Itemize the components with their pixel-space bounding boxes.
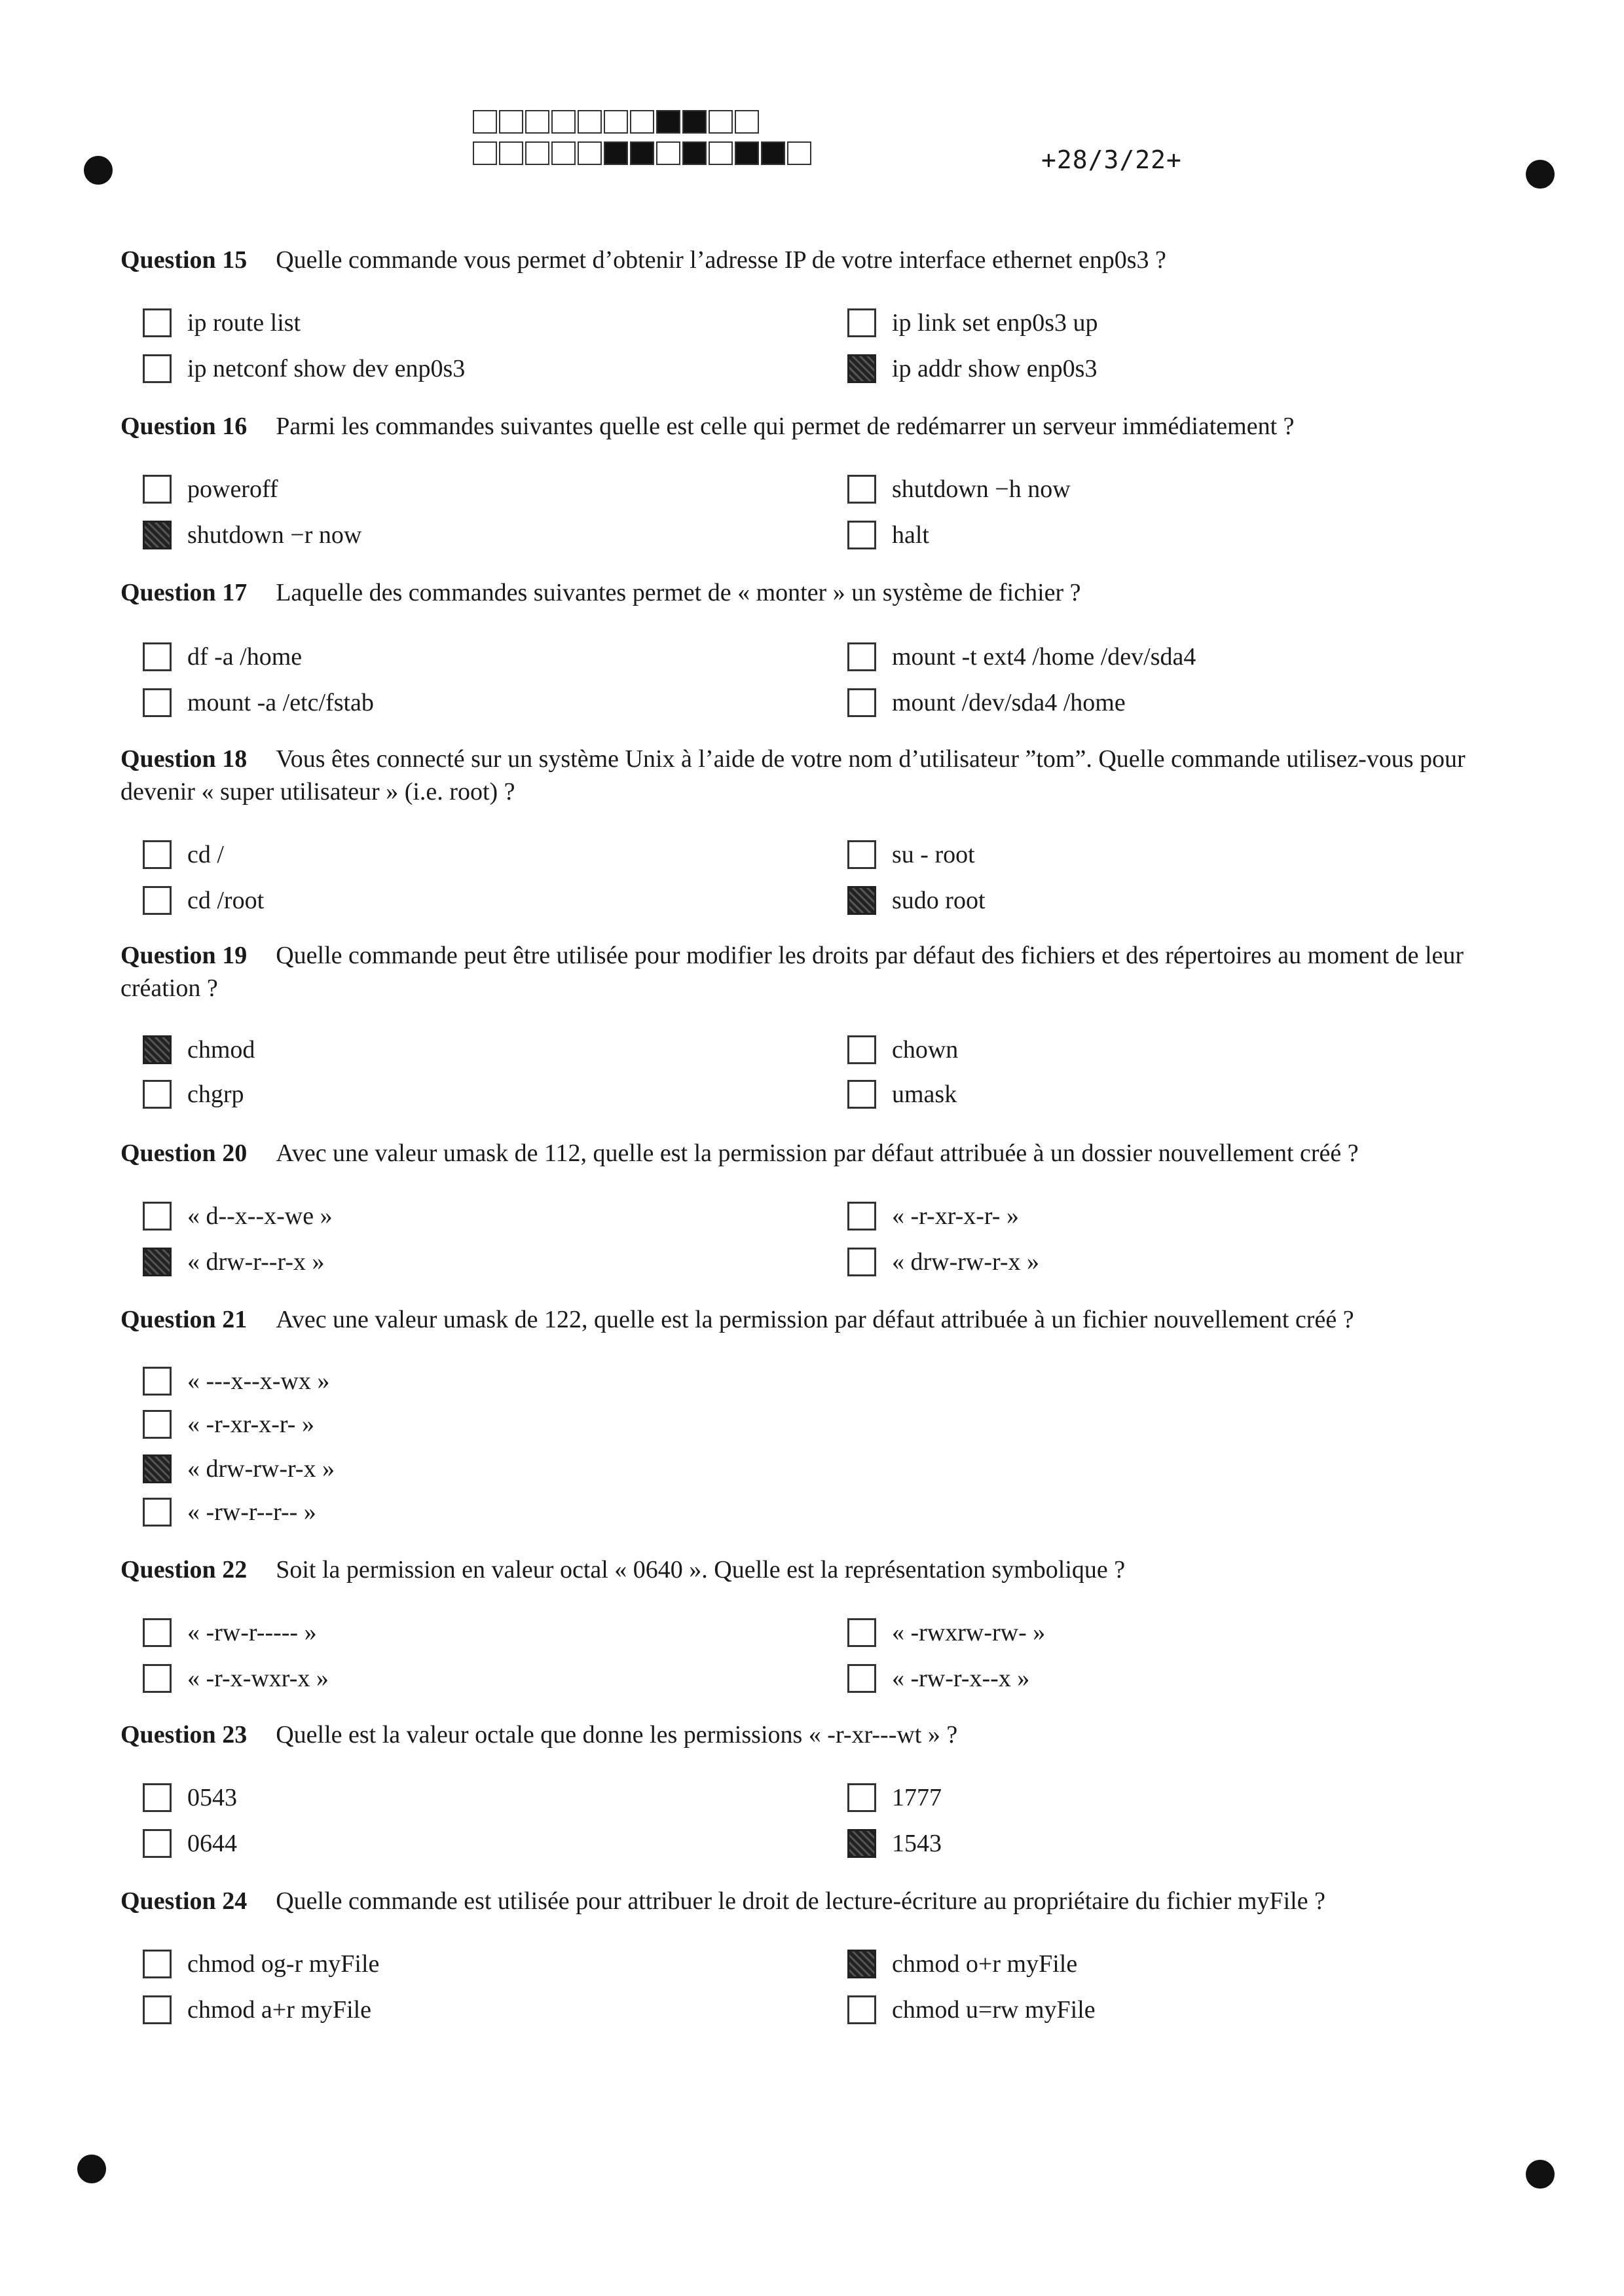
answer-option-label: ip link set enp0s3 up bbox=[892, 309, 1098, 337]
answer-option-label: « d--x--x-we » bbox=[187, 1202, 333, 1230]
answer-option[interactable] bbox=[847, 474, 1071, 504]
question-text: Parmi les commandes suivantes quelle est celle qui permet de redémarrer un serveur immédiatement ? bbox=[276, 413, 1295, 440]
id-grid-cell[interactable] bbox=[630, 110, 654, 134]
checkbox-unchecked[interactable] bbox=[143, 1367, 172, 1396]
answer-option[interactable] bbox=[143, 354, 465, 384]
question-label: Question 16 bbox=[120, 413, 248, 440]
answer-option[interactable] bbox=[143, 688, 374, 718]
answer-option[interactable] bbox=[847, 1828, 942, 1859]
id-grid-cell[interactable] bbox=[578, 141, 602, 165]
answer-option[interactable] bbox=[143, 1783, 237, 1813]
checkbox-checked[interactable] bbox=[143, 1248, 172, 1276]
checkbox-unchecked[interactable] bbox=[143, 1783, 172, 1812]
checkbox-unchecked[interactable] bbox=[143, 1080, 172, 1109]
checkbox-unchecked[interactable] bbox=[143, 1829, 172, 1858]
id-grid-cell[interactable] bbox=[761, 141, 785, 165]
answer-option[interactable] bbox=[847, 840, 975, 870]
question-text: Vous êtes connecté sur un système Unix à l’aide de votre nom d’utilisateur ”tom”. Quelle commande utilisez-vous pour devenir « super utilisateur » (i.e. root) ? bbox=[120, 745, 1466, 805]
answer-option[interactable] bbox=[143, 1366, 329, 1396]
answer-option-label: mount -a /etc/fstab bbox=[187, 689, 374, 716]
checkbox-checked[interactable] bbox=[847, 1829, 876, 1858]
answer-option-label: su - root bbox=[892, 841, 975, 868]
answer-option-label: halt bbox=[892, 521, 929, 549]
question-text: Quelle commande est utilisée pour attribuer le droit de lecture-écriture au propriétaire du fichier myFile ? bbox=[276, 1887, 1325, 1915]
registration-mark-bottom-right bbox=[1526, 2160, 1555, 2189]
answer-option-label: ip addr show enp0s3 bbox=[892, 355, 1098, 382]
checkbox-unchecked[interactable] bbox=[143, 1664, 172, 1693]
checkbox-checked[interactable] bbox=[847, 886, 876, 915]
checkbox-unchecked[interactable] bbox=[847, 1995, 876, 2024]
answer-option-label: cd / bbox=[187, 841, 224, 868]
id-grid-cell[interactable] bbox=[499, 141, 523, 165]
question-label: Question 19 bbox=[120, 942, 248, 969]
answer-option-label: « -r-x-wxr-x » bbox=[187, 1665, 329, 1692]
question-text: Avec une valeur umask de 122, quelle est la permission par défaut attribuée à un fichier nouvellement créé ? bbox=[276, 1306, 1354, 1333]
question-22 bbox=[120, 1553, 1535, 1586]
question-23 bbox=[120, 1718, 1535, 1751]
answer-option-label: 1543 bbox=[892, 1830, 942, 1857]
question-text: Quelle commande vous permet d’obtenir l’adresse IP de votre interface ethernet enp0s3 ? bbox=[276, 246, 1166, 274]
answer-option-label: mount /dev/sda4 /home bbox=[892, 689, 1126, 716]
student-id-grid-row-1 bbox=[473, 110, 761, 134]
question-label: Question 23 bbox=[120, 1721, 248, 1749]
answer-option-label: chmod u=rw myFile bbox=[892, 1996, 1096, 2024]
checkbox-unchecked[interactable] bbox=[143, 308, 172, 337]
answer-option-label: « drw-rw-r-x » bbox=[892, 1248, 1040, 1276]
id-grid-cell[interactable] bbox=[735, 141, 759, 165]
checkbox-unchecked[interactable] bbox=[143, 1995, 172, 2024]
checkbox-unchecked[interactable] bbox=[143, 354, 172, 383]
answer-option[interactable] bbox=[143, 520, 361, 550]
registration-mark-bottom-left bbox=[77, 2155, 106, 2183]
answer-option-label: « -rw-r--r-- » bbox=[187, 1498, 316, 1526]
answer-option-label: shutdown −h now bbox=[892, 475, 1071, 503]
checkbox-unchecked[interactable] bbox=[847, 1080, 876, 1109]
answer-option[interactable] bbox=[143, 642, 302, 672]
answer-option[interactable] bbox=[847, 642, 1196, 672]
answer-option-label: « -rw-r-x--x » bbox=[892, 1665, 1030, 1692]
question-text: Quelle commande peut être utilisée pour modifier les droits par défaut des fichiers et des répertoires au moment de leur création ? bbox=[120, 942, 1464, 1002]
question-15 bbox=[120, 244, 1535, 276]
question-16 bbox=[120, 410, 1535, 443]
answer-option[interactable] bbox=[847, 308, 1098, 338]
answer-option[interactable] bbox=[847, 1783, 942, 1813]
id-grid-cell[interactable] bbox=[656, 110, 680, 134]
answer-option[interactable] bbox=[847, 1035, 958, 1065]
checkbox-unchecked[interactable] bbox=[143, 1202, 172, 1231]
question-label: Question 20 bbox=[120, 1139, 248, 1167]
answer-option[interactable] bbox=[143, 1454, 335, 1484]
checkbox-unchecked[interactable] bbox=[847, 1664, 876, 1693]
answer-option[interactable] bbox=[143, 308, 301, 338]
checkbox-unchecked[interactable] bbox=[847, 308, 876, 337]
answer-option-label: shutdown −r now bbox=[187, 521, 362, 549]
checkbox-unchecked[interactable] bbox=[847, 1202, 876, 1231]
question-17 bbox=[120, 576, 1535, 609]
checkbox-unchecked[interactable] bbox=[847, 475, 876, 504]
checkbox-unchecked[interactable] bbox=[847, 1035, 876, 1064]
id-grid-cell[interactable] bbox=[735, 110, 759, 134]
question-label: Question 22 bbox=[120, 1556, 248, 1583]
question-19 bbox=[120, 939, 1535, 1005]
id-grid-cell[interactable] bbox=[473, 141, 497, 165]
answer-option[interactable] bbox=[143, 885, 264, 916]
answer-option-label: « -rw-r----- » bbox=[187, 1619, 317, 1646]
id-grid-cell[interactable] bbox=[525, 110, 549, 134]
answer-option-label: sudo root bbox=[892, 887, 986, 914]
checkbox-checked[interactable] bbox=[143, 1454, 172, 1483]
id-grid-cell[interactable] bbox=[604, 110, 628, 134]
page-code: +28/3/22+ bbox=[1041, 145, 1182, 174]
answer-option-label: « -r-xr-x-r- » bbox=[187, 1411, 314, 1438]
answer-option[interactable] bbox=[847, 885, 986, 916]
checkbox-checked[interactable] bbox=[847, 1950, 876, 1978]
checkbox-unchecked[interactable] bbox=[143, 688, 172, 717]
registration-mark-top-left bbox=[84, 156, 113, 185]
checkbox-unchecked[interactable] bbox=[847, 642, 876, 671]
answer-option[interactable] bbox=[847, 520, 929, 550]
id-grid-cell[interactable] bbox=[630, 141, 654, 165]
answer-option[interactable] bbox=[847, 1201, 1019, 1231]
id-grid-cell[interactable] bbox=[604, 141, 628, 165]
answer-option-label: umask bbox=[892, 1081, 957, 1108]
answer-option-label: « -rwxrw-rw- » bbox=[892, 1619, 1046, 1646]
answer-option[interactable] bbox=[143, 1201, 333, 1231]
registration-mark-top-right bbox=[1526, 160, 1555, 189]
answer-option[interactable] bbox=[847, 1618, 1045, 1648]
id-grid-cell[interactable] bbox=[551, 110, 576, 134]
answer-option[interactable] bbox=[143, 1409, 314, 1439]
answer-option-label: « -r-xr-x-r- » bbox=[892, 1202, 1019, 1230]
answer-option[interactable] bbox=[847, 1995, 1096, 2025]
checkbox-unchecked[interactable] bbox=[143, 1410, 172, 1439]
checkbox-unchecked[interactable] bbox=[143, 886, 172, 915]
id-grid-cell[interactable] bbox=[682, 141, 707, 165]
question-24 bbox=[120, 1885, 1535, 1917]
answer-option-label: mount -t ext4 /home /dev/sda4 bbox=[892, 643, 1196, 671]
question-text: Quelle est la valeur octale que donne les permissions « -r-xr---wt » ? bbox=[276, 1721, 958, 1749]
answer-option-label: ip netconf show dev enp0s3 bbox=[187, 355, 466, 382]
student-id-grid-row-2 bbox=[473, 141, 813, 165]
answer-option[interactable] bbox=[143, 1035, 255, 1065]
answer-option[interactable] bbox=[847, 1663, 1029, 1694]
answer-option-label: 1777 bbox=[892, 1784, 942, 1811]
question-label: Question 21 bbox=[120, 1306, 248, 1333]
id-grid-cell[interactable] bbox=[787, 141, 811, 165]
answer-option-label: poweroff bbox=[187, 475, 278, 503]
answer-option[interactable] bbox=[143, 1828, 237, 1859]
checkbox-unchecked[interactable] bbox=[143, 642, 172, 671]
answer-option-label: 0543 bbox=[187, 1784, 237, 1811]
question-20 bbox=[120, 1137, 1535, 1170]
checkbox-unchecked[interactable] bbox=[847, 688, 876, 717]
checkbox-unchecked[interactable] bbox=[847, 840, 876, 869]
checkbox-unchecked[interactable] bbox=[143, 1498, 172, 1527]
answer-option-label: chmod bbox=[187, 1036, 255, 1064]
id-grid-cell[interactable] bbox=[656, 141, 680, 165]
checkbox-checked[interactable] bbox=[847, 354, 876, 383]
answer-option-label: chmod a+r myFile bbox=[187, 1996, 372, 2024]
answer-option-label: cd /root bbox=[187, 887, 265, 914]
answer-option-label: chown bbox=[892, 1036, 959, 1064]
id-grid-cell[interactable] bbox=[578, 110, 602, 134]
answer-option-label: « drw-rw-r-x » bbox=[187, 1455, 335, 1483]
answer-option[interactable] bbox=[143, 1618, 317, 1648]
checkbox-unchecked[interactable] bbox=[143, 1950, 172, 1978]
answer-option-label: chmod o+r myFile bbox=[892, 1950, 1078, 1978]
answer-option[interactable] bbox=[143, 1995, 371, 2025]
answer-option[interactable] bbox=[847, 354, 1097, 384]
answer-option[interactable] bbox=[847, 1949, 1077, 1979]
checkbox-checked[interactable] bbox=[143, 1035, 172, 1064]
answer-option-label: « drw-r--r-x » bbox=[187, 1248, 325, 1276]
answer-option[interactable] bbox=[847, 1247, 1039, 1277]
answer-option-label: df -a /home bbox=[187, 643, 303, 671]
checkbox-unchecked[interactable] bbox=[847, 521, 876, 549]
question-label: Question 15 bbox=[120, 246, 248, 274]
question-label: Question 24 bbox=[120, 1887, 248, 1915]
answer-option[interactable] bbox=[847, 688, 1126, 718]
id-grid-cell[interactable] bbox=[525, 141, 549, 165]
answer-option[interactable] bbox=[143, 1663, 329, 1694]
checkbox-checked[interactable] bbox=[143, 521, 172, 549]
id-grid-cell[interactable] bbox=[682, 110, 707, 134]
answer-option[interactable] bbox=[143, 1497, 316, 1527]
answer-option[interactable] bbox=[847, 1079, 957, 1109]
question-label: Question 18 bbox=[120, 745, 248, 773]
answer-option[interactable] bbox=[143, 474, 278, 504]
id-grid-cell[interactable] bbox=[551, 141, 576, 165]
question-21 bbox=[120, 1303, 1535, 1336]
question-18 bbox=[120, 743, 1535, 808]
question-text: Soit la permission en valeur octal « 0640 ». Quelle est la représentation symbolique ? bbox=[276, 1556, 1126, 1583]
question-text: Laquelle des commandes suivantes permet de « monter » un système de fichier ? bbox=[276, 579, 1081, 606]
answer-option-label: 0644 bbox=[187, 1830, 237, 1857]
checkbox-unchecked[interactable] bbox=[847, 1618, 876, 1647]
question-label: Question 17 bbox=[120, 579, 248, 606]
answer-option[interactable] bbox=[143, 1949, 379, 1979]
checkbox-unchecked[interactable] bbox=[143, 475, 172, 504]
answer-option[interactable] bbox=[143, 1079, 244, 1109]
checkbox-unchecked[interactable] bbox=[847, 1248, 876, 1276]
answer-option[interactable] bbox=[143, 840, 224, 870]
id-grid-cell[interactable] bbox=[499, 110, 523, 134]
checkbox-unchecked[interactable] bbox=[847, 1783, 876, 1812]
checkbox-unchecked[interactable] bbox=[143, 840, 172, 869]
answer-option[interactable] bbox=[143, 1247, 325, 1277]
answer-option-label: « ---x--x-wx » bbox=[187, 1367, 330, 1395]
question-text: Avec une valeur umask de 112, quelle est la permission par défaut attribuée à un dossier nouvellement créé ? bbox=[276, 1139, 1359, 1167]
id-grid-cell[interactable] bbox=[473, 110, 497, 134]
answer-option-label: ip route list bbox=[187, 309, 301, 337]
id-grid-cell[interactable] bbox=[709, 141, 733, 165]
id-grid-cell[interactable] bbox=[709, 110, 733, 134]
checkbox-unchecked[interactable] bbox=[143, 1618, 172, 1647]
answer-option-label: chgrp bbox=[187, 1081, 244, 1108]
answer-option-label: chmod og-r myFile bbox=[187, 1950, 380, 1978]
